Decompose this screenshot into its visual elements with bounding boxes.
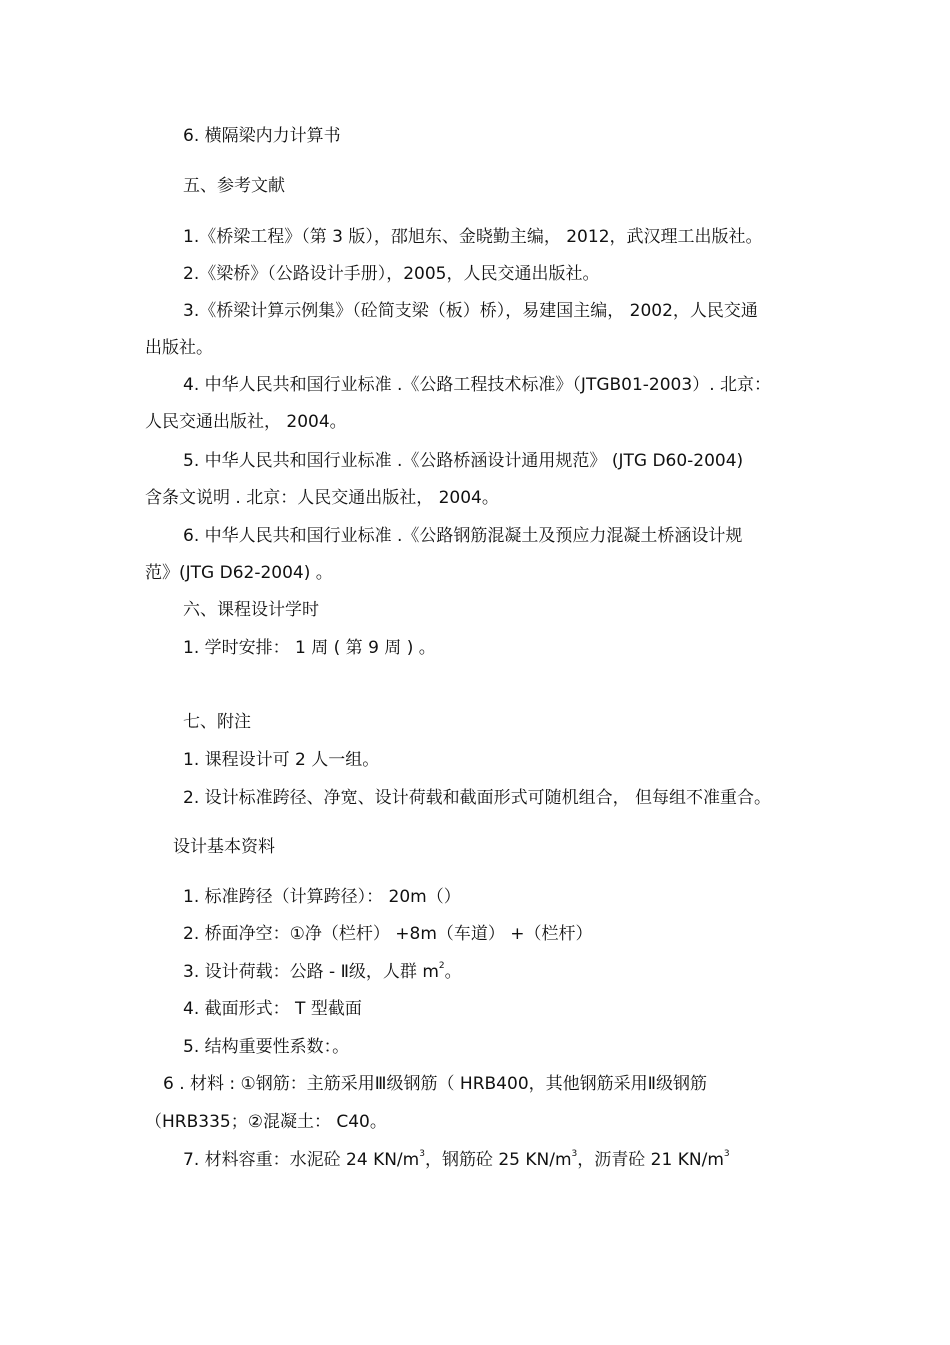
reference-5-line2: 含条文说明 . 北京：人民交通出版社， 2004。 xyxy=(145,488,499,508)
reference-2: 2.《梁桥》（公路设计手册），2005，人民交通出版社。 xyxy=(183,264,600,284)
reference-5-line1: 5. 中华人民共和国行业标准 .《公路桥涵设计通用规范》 (JTG D60-2004) xyxy=(183,451,744,471)
design-data-1: 1. 标准跨径（计算跨径）： 20m（） xyxy=(183,887,461,907)
reference-1: 1.《桥梁工程》（第 3 版），邵旭东、金晓勤主编， 2012，武汉理工出版社。 xyxy=(183,227,763,247)
note-2: 2. 设计标准跨径、净宽、设计荷载和截面形式可随机组合， 但每组不准重合。 xyxy=(183,788,772,808)
reference-6-line1: 6. 中华人民共和国行业标准 .《公路钢筋混凝土及预应力混凝土桥涵设计规 xyxy=(183,526,743,546)
reference-6-line2: 范》(JTG D62-2004) 。 xyxy=(145,563,333,583)
design-data-3: 3. 设计荷载：公路 - Ⅱ级，人群 $m^2$。 xyxy=(183,961,462,982)
design-data-4: 4. 截面形式： T 型截面 xyxy=(183,999,362,1019)
design-data-2: 2. 桥面净空：①净（栏杆） +8m（车道） +（栏杆） xyxy=(183,924,593,944)
section-heading-design-data: 设计基本资料 xyxy=(173,837,275,857)
design-data-6-line1: 6 . 材料 : ①钢筋：主筋采用Ⅲ级钢筋（ HRB400，其他钢筋采用Ⅱ级钢筋 xyxy=(163,1074,707,1094)
section-heading-notes: 七、附注 xyxy=(183,712,251,732)
hours-item-1: 1. 学时安排： 1 周 ( 第 9 周 ) 。 xyxy=(183,638,436,658)
reference-4-line1: 4. 中华人民共和国行业标准 .《公路工程技术标准》（JTGB01-2003）. 北京： xyxy=(183,375,772,395)
reference-3-line2: 出版社。 xyxy=(145,338,213,358)
section-heading-references: 五、参考文献 xyxy=(183,176,285,196)
item-6-crossbeam: 6. 横隔梁内力计算书 xyxy=(183,126,341,146)
design-data-6-line2: （HRB335；②混凝土： C40。 xyxy=(145,1112,387,1132)
note-1: 1. 课程设计可 2 人一组。 xyxy=(183,750,380,770)
reference-3-line1: 3.《桥梁计算示例集》（砼简支梁（板）桥），易建国主编， 2002，人民交通 xyxy=(183,301,758,321)
section-heading-hours: 六、课程设计学时 xyxy=(183,600,319,620)
design-data-7: 7. 材料容重：水泥砼 24 $KN/m^3$，钢筋砼 25 $KN/m^3$，沥青砼 21 $KN/m^3$ xyxy=(183,1149,730,1170)
reference-4-line2: 人民交通出版社， 2004。 xyxy=(145,412,347,432)
design-data-5: 5. 结构重要性系数：。 xyxy=(183,1037,350,1057)
